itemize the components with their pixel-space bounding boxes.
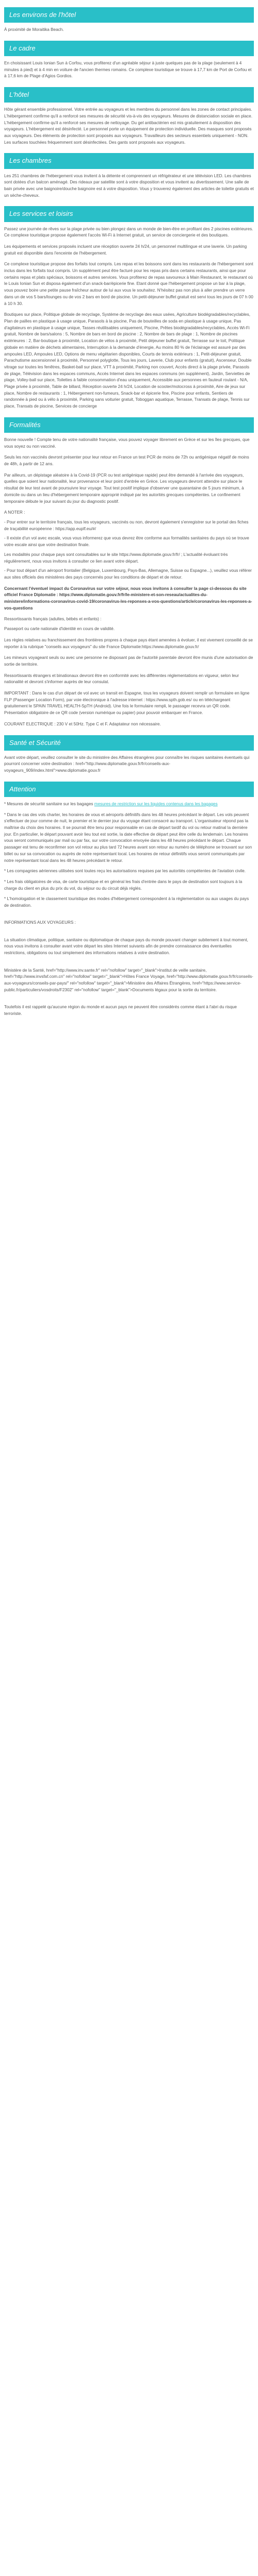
formalites-important: IMPORTANT : Dans le cas d'un départ de vol avec un transit en Espagne, tous les voyageurs doivent remplir un formulaire en ligne FLP (Passenger Location Form), par voie électronique à l'adresse internet : https://www.spth.gob.es/ ou en téléchargeant gratuitement le SPAIN TRAVEL HEALTH-SpTH (Android). Une fois le formulaire rempli, le passager recevra un QR code. Présentation obligatoire de ce QR code (version numérique ou papier) pour pouvoir embarquer en France. — [4, 691, 250, 716]
formalites-mineurs: Les mineurs voyageant seuls ou avec une personne ne disposant pas de l'autorité parentale devront être munis d'une autorisation de sortie de territoire. — [4, 655, 253, 667]
section-header-environs: Les environs de l'hôtel — [4, 7, 254, 23]
section-header-sante: Santé et Sécurité — [4, 735, 254, 751]
formalites-ressortissants-doc: Passeport ou carte nationale d'identité en cours de validité. — [4, 626, 115, 632]
formalites-coronavirus: Concernant l'éventuel impact du Coronavirus sur votre séjour, nous vous invitons à consulter la page ci-dessous du site officiel France Diplomatie : https://www.diplomatie.gouv.fr/fr/le-ministere-et-son-reseau/actualites-du-ministere/informations-coronavirus-covid-19/coronavirus-les-reponses-a-vos-questions/article/coronavirus-les-reponses-a-vos-questions — [4, 586, 252, 611]
liquides-restriction-link[interactable]: mesures de restriction sur les liquides contenus dans les bagages — [94, 801, 218, 806]
attention-note-1-text: * Mesures de sécurité sanitaire sur les bagages — [4, 801, 93, 806]
formalites-ressortissants-title: Ressortissants français (adultes, bébés et enfants) : — [4, 617, 102, 622]
formalites-text-2: Seuls les non vaccinés devront présenter pour leur retour en France un test PCR de moins de 72h ou antigénique négatif de moins de 48h, à partir de 12 ans. — [4, 455, 249, 467]
info-voyageurs-links: Ministère de la Santé, href="http://www.inv.sante.fr" rel="nofollow" target="_blank">Institut de veille sanitaire, href="http://www.invsfaf.com.cn" rel="nofollow" target="_blank">Hôtes France Voyage, href="http://www.diplomatie.gouv.fr/fr/conseils-aux-voyageurs/conseils-par-pays/" rel="nofollow" target="_blank">Ministère des Affaires Étrangères, href="https://www.service-public.fr/particuliers/vosdroits/F2302" rel="nofollow" target="_blank">Documents légaux pour la sortie du territoire. — [4, 968, 253, 992]
formalites-note-4: - Pour tout départ d'un aéroport frontalier (Belgique, Luxembourg, Pays-Bas, Allemagne, Suisse ou Espagne...), veuillez vous référer aux sites officiels des ministères des pays concernés pour les conditions de départ et de retour. — [4, 568, 252, 580]
attention-note-1 — [4, 801, 254, 808]
environs-text: À proximité de Moraitika Beach. — [4, 27, 64, 32]
hotel-text: Hôte gérant ensemble professionnel. Votre entrée au voyageurs et les membres du personnel dans les zones de contact principales. L'hébergement confirme qu'il a renforcé ses mesures de sécurité vis-à-vis des voyageurs. Mesures de distanciation sociale en place. L'hébergement confirme qu'il a renforcé ses mesures de nettoyage. Du gel antibactérien est mis gratuitement à disposition des voyageurs. L'hébergement est désinfecté. Le personnel porte un équipement de protection individuelle. Des masques sont proposés aux voyageurs. Des éléments de protection sont proposés aux voyageurs. Travailleurs des secteurs essentiels uniquement - NON. Les surfaces touchées fréquemment sont désinfectées. Des gants sont proposés aux voyageurs. — [4, 107, 252, 145]
services-amenities-list: Boutiques sur place, Politique globale de recyclage, Système de recyclage des eaux usées, Agriculture biodégradables/recyclables, Plan de pailles en plastique à usage unique, Parasols à la piscine, Pas de bouteilles de soda en plastique à usage unique, Pas d'agitateurs en plastique à usage unique, Tasses réutilisables uniquement, Piscine, Prêtes biodégradables/recyclables, Accès Wi-Fi gratuit, Nombre de bars/salons : 5, Nombre de bars en bord de piscine : 2, Nombre de bars de plage : 1, Nombre de piscines extérieures : 2, Bar-boutique à proximité, Location de vélos à proximité, Petit déjeuner buffet gratuit, Terrasse sur le toit, Politique globale en matière de déchets alimentaires, Interruption à la demande d'énergie, Au moins 80 % de l'éclairage est assuré par des ampoules LED, Ampoules LED, Options de menu végétarien disponibles, Courts de tennis extérieurs : 1, Petit-déjeuner gratuit, Parachutisme ascensionnel à proximité, Personnel polyglotte, Tous les jours, Laverie, Club pour enfants (gratuit), Ascenseur, Double vitrage sur toutes les fenêtres, Basket-ball sur place, VTT à proximité, Parking non couvert, Accès direct à la plage privée, Parasols de plage, Télévision dans les espaces communs, Accès Internet dans les espaces communs (en supplément), Jardin, Serviettes de plage, Volley-ball sur place, Toilettes à faible consommation d'eau uniquement, Accessible aux personnes en fauteuil roulant - N/A, Plage privée à proximité, Table de billard, Réception ouverte 24 h/24, Location de scooter/motocross à proximité, Aire de jeux sur place, Nombre de restaurants : 1, Hébergement non-fumeurs, Snack-bar et épicerie fine, Piscine pour enfants, Sentiers de randonnée à pied ou à vélo à proximité, Parking sans voiturier gratuit, Toboggan aquatique, Terrasse, Transats de plage, Tennis sur place, Transats de piscine, Services de concierge — [4, 312, 252, 409]
formalites-note-3: Les modalités pour chaque pays sont consultables sur le site https://www.diplomatie.gouv.fr/fr/ ; L'actualité évoluant très régulièrement, nous vous invitons à consulter ce lien avant votre départ. — [4, 552, 228, 564]
info-voyageurs-text-2: Toutefois il est rappelé qu'aucune région du monde et aucun pays ne peuvent être considérés comme étant à l'abri du risque terroriste. — [4, 1005, 237, 1016]
attention-note-4: * Les frais obligatoires de visa, de carte touristique et en général les frais d'entrée dans le pays de destination sont toujours à la charge du client en plus du prix du vol, du séjour ou du circuit déjà réglés. — [4, 879, 243, 891]
formalites-a-noter: A NOTER : — [4, 510, 25, 515]
section-header-chambres: Les chambres — [4, 153, 254, 168]
services-text-1: Passez une journée de rêves sur la plage privée ou bien plongez dans un monde de bien-être en profitant des 2 piscines extérieures. Ce complexe touristique propose également l'accès Wi-Fi à Internet gratuit, un service de conciergerie et des boutiques. — [4, 226, 253, 238]
section-header-cadre: Le cadre — [4, 41, 254, 56]
formalites-regles: Les règles relatives au franchissement des frontières propres à chaque pays étant amenées à évoluer, il est vivement conseillé de se reporter à la rubrique "conseils aux voyageurs" du site France Diplomatie:https://www.diplomatie.gouv.fr/ — [4, 637, 253, 649]
formalites-note-2: - Il existe d'un vol avec escale, vous vous informerez que vous devrez être conforme aux formalités sanitaires du pays où se trouve votre escale ainsi que votre destination finale. — [4, 536, 249, 548]
sante-text: Avant votre départ, veuillez consulter le site du ministère des Affaires étrangères pour connaître les risques sanitaires éventuels qui pourront concerner votre destination : href="http://www.diplomatie.gouv.fr/fr/conseils-aux-voyageurs_909/index.html">www.diplomatie.gouv.fr — [4, 755, 250, 773]
services-text-2: Les équipements et services proposés incluent une réception ouverte 24 h/24, un personnel multilingue et une laverie. Un parking gratuit est disponible dans l'enceinte de l'hébergement. — [4, 244, 247, 256]
section-header-attention: Attention — [4, 782, 254, 797]
page — [4, 0, 254, 1018]
section-header-services: Les services et loisirs — [4, 206, 254, 222]
formalites-courant: COURANT ELECTRIQUE : 230 V et 50Hz. Type C et F. Adaptateur non nécessaire. — [4, 721, 161, 726]
formalites-note-1: - Pour entrer sur le territoire français, tous les voyageurs, vaccinés ou non, devront également s'enregistrer sur le portail des fiches de traçabilité européenne : https://app.euplf.eu/#/ — [4, 520, 249, 531]
attention-note-2: * Dans le cas des vols charter, les horaires de vous et aéroports définitifs dans les 48 heures précédant le départ. Les vols peuvent s'effectuer de jour comme de nuit, le premier et le dernier jour du voyage étant consacré au transport. L'organisateur répond pas la maîtrise du choix des horaires. Il se pourrait être tenu pour responsable en cas de départ tardif du vol ou retour matinal la dernière jour. En particulier, le départ pouvant avoir lieu tout est sortie, la date effective de départ peut être celle du lendemain. Les horaires vous seront communiqués par mail ou par fax, sur votre convocation envoyée dans les 48 heures précédant le départ. Chaque passager est tenu de reconfirmer son vol retour au plus tard 72 heures avant son retour au numéro de téléphone se trouvant sur son billet ou sur sa convocation ou auprès de notre représentant local. Les horaires de retour définitifs vous seront communiqués par notre représentant local dans les 48 heures précédant le retour. — [4, 812, 252, 863]
services-text-3: Ce complexe touristique propose des forfaits tout compris. Les repas et les boissons sont dans les restaurants de l'hébergement sont inclus dans les forfaits tout compris. Un supplément peut être facturé pour les repas pris dans certains restaurants, ainsi que pour certains repas et plats spéciaux, boissons et autres services. Vous profiterez de repas savoureux à Main Restaurant, le restaurant où le Louis Ionian Sun et disposa également d'un snack-bar/épicerie fine. Etant donné que l'hébergement propose un bar à la plage, vous pouvez boire une petite pause fraîcheur autour de lui aux vous le souhaitez. N'hésitez pas non plus à aller prendre un verre dans un de vos 5 bars/lounges ou de vos 2 bars en bord de piscine. Un petit-déjeuner buffet gratuit est servi tous les jours de 07 h 00 à 10 h 30. — [4, 262, 253, 306]
chambres-text: Les 251 chambres de l'hébergement vous invitent à la détente et comprennent un réfrigérateur et une télévision LED. Les chambres sont dotées d'un balcon aménagé. Des rideaux par satellite sont à votre disposition et vous invitent au divertissement. Une salle de bain privée avec une baignoire/douche baignoire est à votre disposition. Vous y trouverez également des articles de toilette gratuits et un sèche-cheveux. — [4, 173, 254, 198]
info-voyageurs-text-1: La situation climatique, politique, sanitaire ou diplomatique de chaque pays du monde pouvant changer subitement à tout moment, nous vous invitons à consulter avant votre départ les sites Internet suivants afin de prendre connaissance des éventuelles restrictions, obligations ou tout simplement des informations relatives à votre destination. — [4, 937, 248, 955]
info-voyageurs-title: INFORMATIONS AUX VOYAGEURS : — [4, 920, 76, 925]
formalites-text-3: Par ailleurs, un dépistage aléatoire à la Covid-19 (PCR ou test antigénique rapide) peut être demandé à l'arrivée des voyageurs, quelles que soient leur nationalité, leur provenance et leur point d'entrée en Grèce. Les voyageurs devront attendre sur place le résultat de leur test avant de poursuivre leur voyage. Tout test positif implique d'observer une quarantaine de 5 jours minimum, à domicile ou dans un lieu d'hébergement temporaire approprié indiqué par les autorités grecques compétentes. Le confinement temporaire débute le jour suivant du jour du diagnostic positif. — [4, 472, 244, 504]
section-header-formalites: Formalités — [4, 417, 254, 433]
section-header-hotel: L'hôtel — [4, 87, 254, 103]
formalites-text-1: Bonne nouvelle ! Compte tenu de votre nationalité française, vous pouvez voyager librement en Grèce et sur les îles grecques, que vous soyez ou non vacciné. — [4, 437, 250, 449]
attention-note-5: * L'homologation et le classement touristique des modes d'hébergement correspondent à la réglementation ou aux usages du pays de destination. — [4, 896, 249, 908]
attention-note-3: * Les compagnies aériennes utilisées sont toutes reçu les autorisations requises par les autorités compétentes de l'aviation civile. — [4, 869, 246, 874]
attention-notes — [4, 801, 254, 909]
formalites-etrangers: Ressortissants étrangers et binationaux devront être en conformité avec les différentes réglementations en vigueur, selon leur nationalité et devront s'informer auprès de leur consulat. — [4, 673, 239, 685]
cadre-text: En choisissant Louis Ionian Sun à Corfou, vous profiterez d'un agréable séjour à juste quelques pas de la plage (seulement à 4 minutes à pied) et à 4 min en voiture de l'ancien thermes romains. Ce complexe touristique se trouve à 17,7 km de Port de Corfou et à 17,6 km de Plage d'Agios Gordios. — [4, 60, 252, 79]
